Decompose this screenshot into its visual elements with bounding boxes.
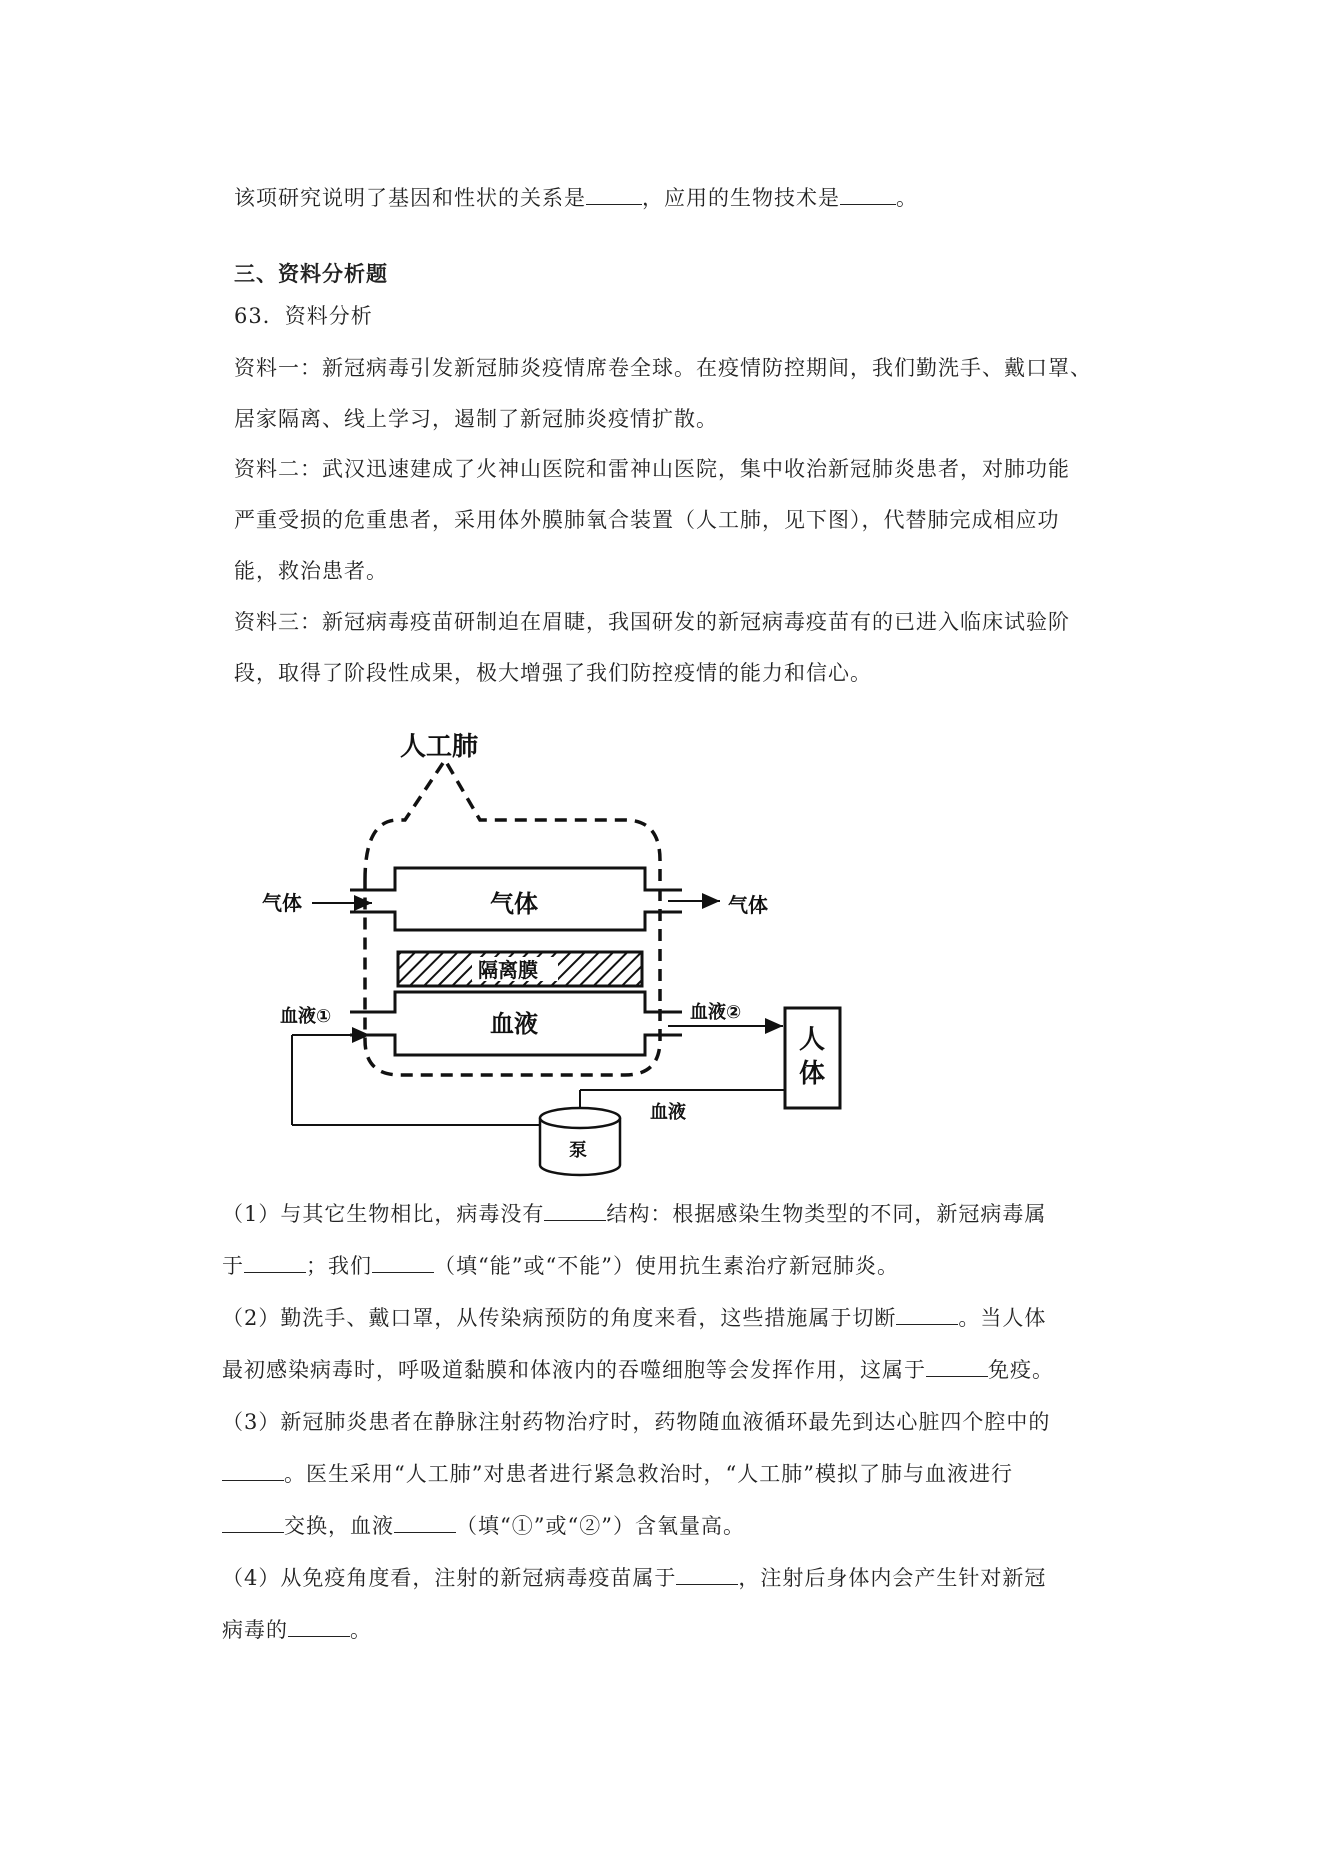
pump-label: 泵: [569, 1140, 587, 1161]
question-1-text: （1）与其它生物相比，病毒没有: [222, 1202, 545, 1226]
prev-question-text-3: 。: [896, 186, 918, 210]
question-2-text: 最初感染病毒时，呼吸道黏膜和体液内的吞噬细胞等会发挥作用，这属于: [222, 1358, 926, 1382]
section-title: 三、资料分析题: [234, 261, 388, 286]
prev-question-text-2: ，应用的生物技术是: [642, 186, 840, 210]
gas-in-label: 气体: [262, 891, 302, 915]
question-2-line-2: [222, 1354, 1054, 1384]
material-line: 资料一：新冠病毒引发新冠肺炎疫情席卷全球。在疫情防控期间，我们勤洗手、戴口罩、: [234, 356, 1092, 380]
question-4-text: 病毒的: [222, 1618, 288, 1642]
answer-blank: [372, 1251, 434, 1273]
blood-out-label: 血液②: [690, 1002, 742, 1023]
answer-blank: [222, 1511, 284, 1533]
membrane-label: 隔离膜: [478, 958, 538, 982]
answer-blank: [676, 1563, 738, 1585]
question-2-text: 。当人体: [958, 1306, 1047, 1330]
answer-blank: [222, 1459, 284, 1481]
artificial-lung-diagram: [250, 720, 870, 1180]
question-4-text: （4）从免疫角度看，注射的新冠病毒疫苗属于: [222, 1566, 677, 1590]
question-3-line-2: [222, 1458, 1013, 1488]
answer-blank: [288, 1615, 350, 1637]
material-line: 能，救治患者。: [234, 559, 388, 583]
question-1-text: 于: [222, 1254, 244, 1278]
blood-in-label: 血液①: [280, 1006, 332, 1027]
question-3-text: 交换，血液: [284, 1514, 394, 1538]
answer-blank: [840, 183, 896, 205]
question-1-line-1: [222, 1198, 1046, 1228]
body-label-1: 人: [799, 1025, 826, 1055]
answer-blank: [394, 1511, 456, 1533]
question-3-line-3: [222, 1510, 745, 1540]
question-2-line-1: [222, 1302, 1046, 1332]
body-box: [785, 1008, 840, 1108]
prev-question-text-1: 该项研究说明了基因和性状的关系是: [234, 186, 586, 210]
question-4-text: ，注射后身体内会产生针对新冠: [738, 1566, 1047, 1590]
material-line: 资料三：新冠病毒疫苗研制迫在眉睫，我国研发的新冠病毒疫苗有的已进入临床试验阶: [234, 610, 1070, 634]
blood-return-label: 血液: [650, 1102, 686, 1123]
material-line: 资料二：武汉迅速建成了火神山医院和雷神山医院，集中收治新冠肺炎患者，对肺功能: [234, 457, 1070, 481]
question-2-text: （2）勤洗手、戴口罩，从传染病预防的角度来看，这些措施属于切断: [222, 1306, 897, 1330]
body-label-2: 体: [799, 1059, 826, 1089]
question-2-text: 免疫。: [988, 1358, 1054, 1382]
gas-out-label: 气体: [728, 893, 768, 917]
question-1-text: （填“能”或“不能”）使用抗生素治疗新冠肺炎。: [434, 1254, 899, 1278]
question-3-text: 。医生采用“人工肺”对患者进行紧急救治时，“人工肺”模拟了肺与血液进行: [284, 1462, 1013, 1486]
diagram-title: 人工肺: [400, 732, 479, 762]
answer-blank: [244, 1251, 306, 1273]
question-1-text: 结构：根据感染生物类型的不同，新冠病毒属: [606, 1202, 1047, 1226]
question-4-line-2: [222, 1614, 372, 1644]
prev-question-line: [234, 182, 918, 212]
material-line: 段，取得了阶段性成果，极大增强了我们防控疫情的能力和信心。: [234, 661, 872, 685]
question-3-line-1: [222, 1406, 1050, 1436]
material-line: 居家隔离、线上学习，遏制了新冠肺炎疫情扩散。: [234, 407, 718, 431]
gas-chamber-top: [350, 868, 682, 890]
answer-blank: [926, 1355, 988, 1377]
question-1-text: ；我们: [306, 1254, 372, 1278]
pump-top: [540, 1108, 620, 1128]
question-3-text: （填“①”或“②”）含氧量高。: [456, 1514, 745, 1538]
question-3-text: （3）新冠肺炎患者在静脉注射药物治疗时，药物随血液循环最先到达心脏四个腔中的: [222, 1410, 1051, 1434]
blood-chamber-top: [350, 992, 682, 1012]
question-4-text: 。: [350, 1618, 372, 1642]
answer-blank: [544, 1199, 606, 1221]
answer-blank: [586, 183, 642, 205]
question-number: 63．资料分析: [234, 304, 373, 328]
answer-blank: [896, 1303, 958, 1325]
material-line: 严重受损的危重患者，采用体外膜肺氧合装置（人工肺，见下图），代替肺完成相应功: [234, 508, 1060, 532]
blood-chamber-label: 血液: [490, 1010, 538, 1038]
question-4-line-1: [222, 1562, 1046, 1592]
question-1-line-2: [222, 1250, 899, 1280]
blood-chamber-bottom: [350, 1035, 682, 1055]
gas-chamber-label: 气体: [490, 890, 538, 918]
